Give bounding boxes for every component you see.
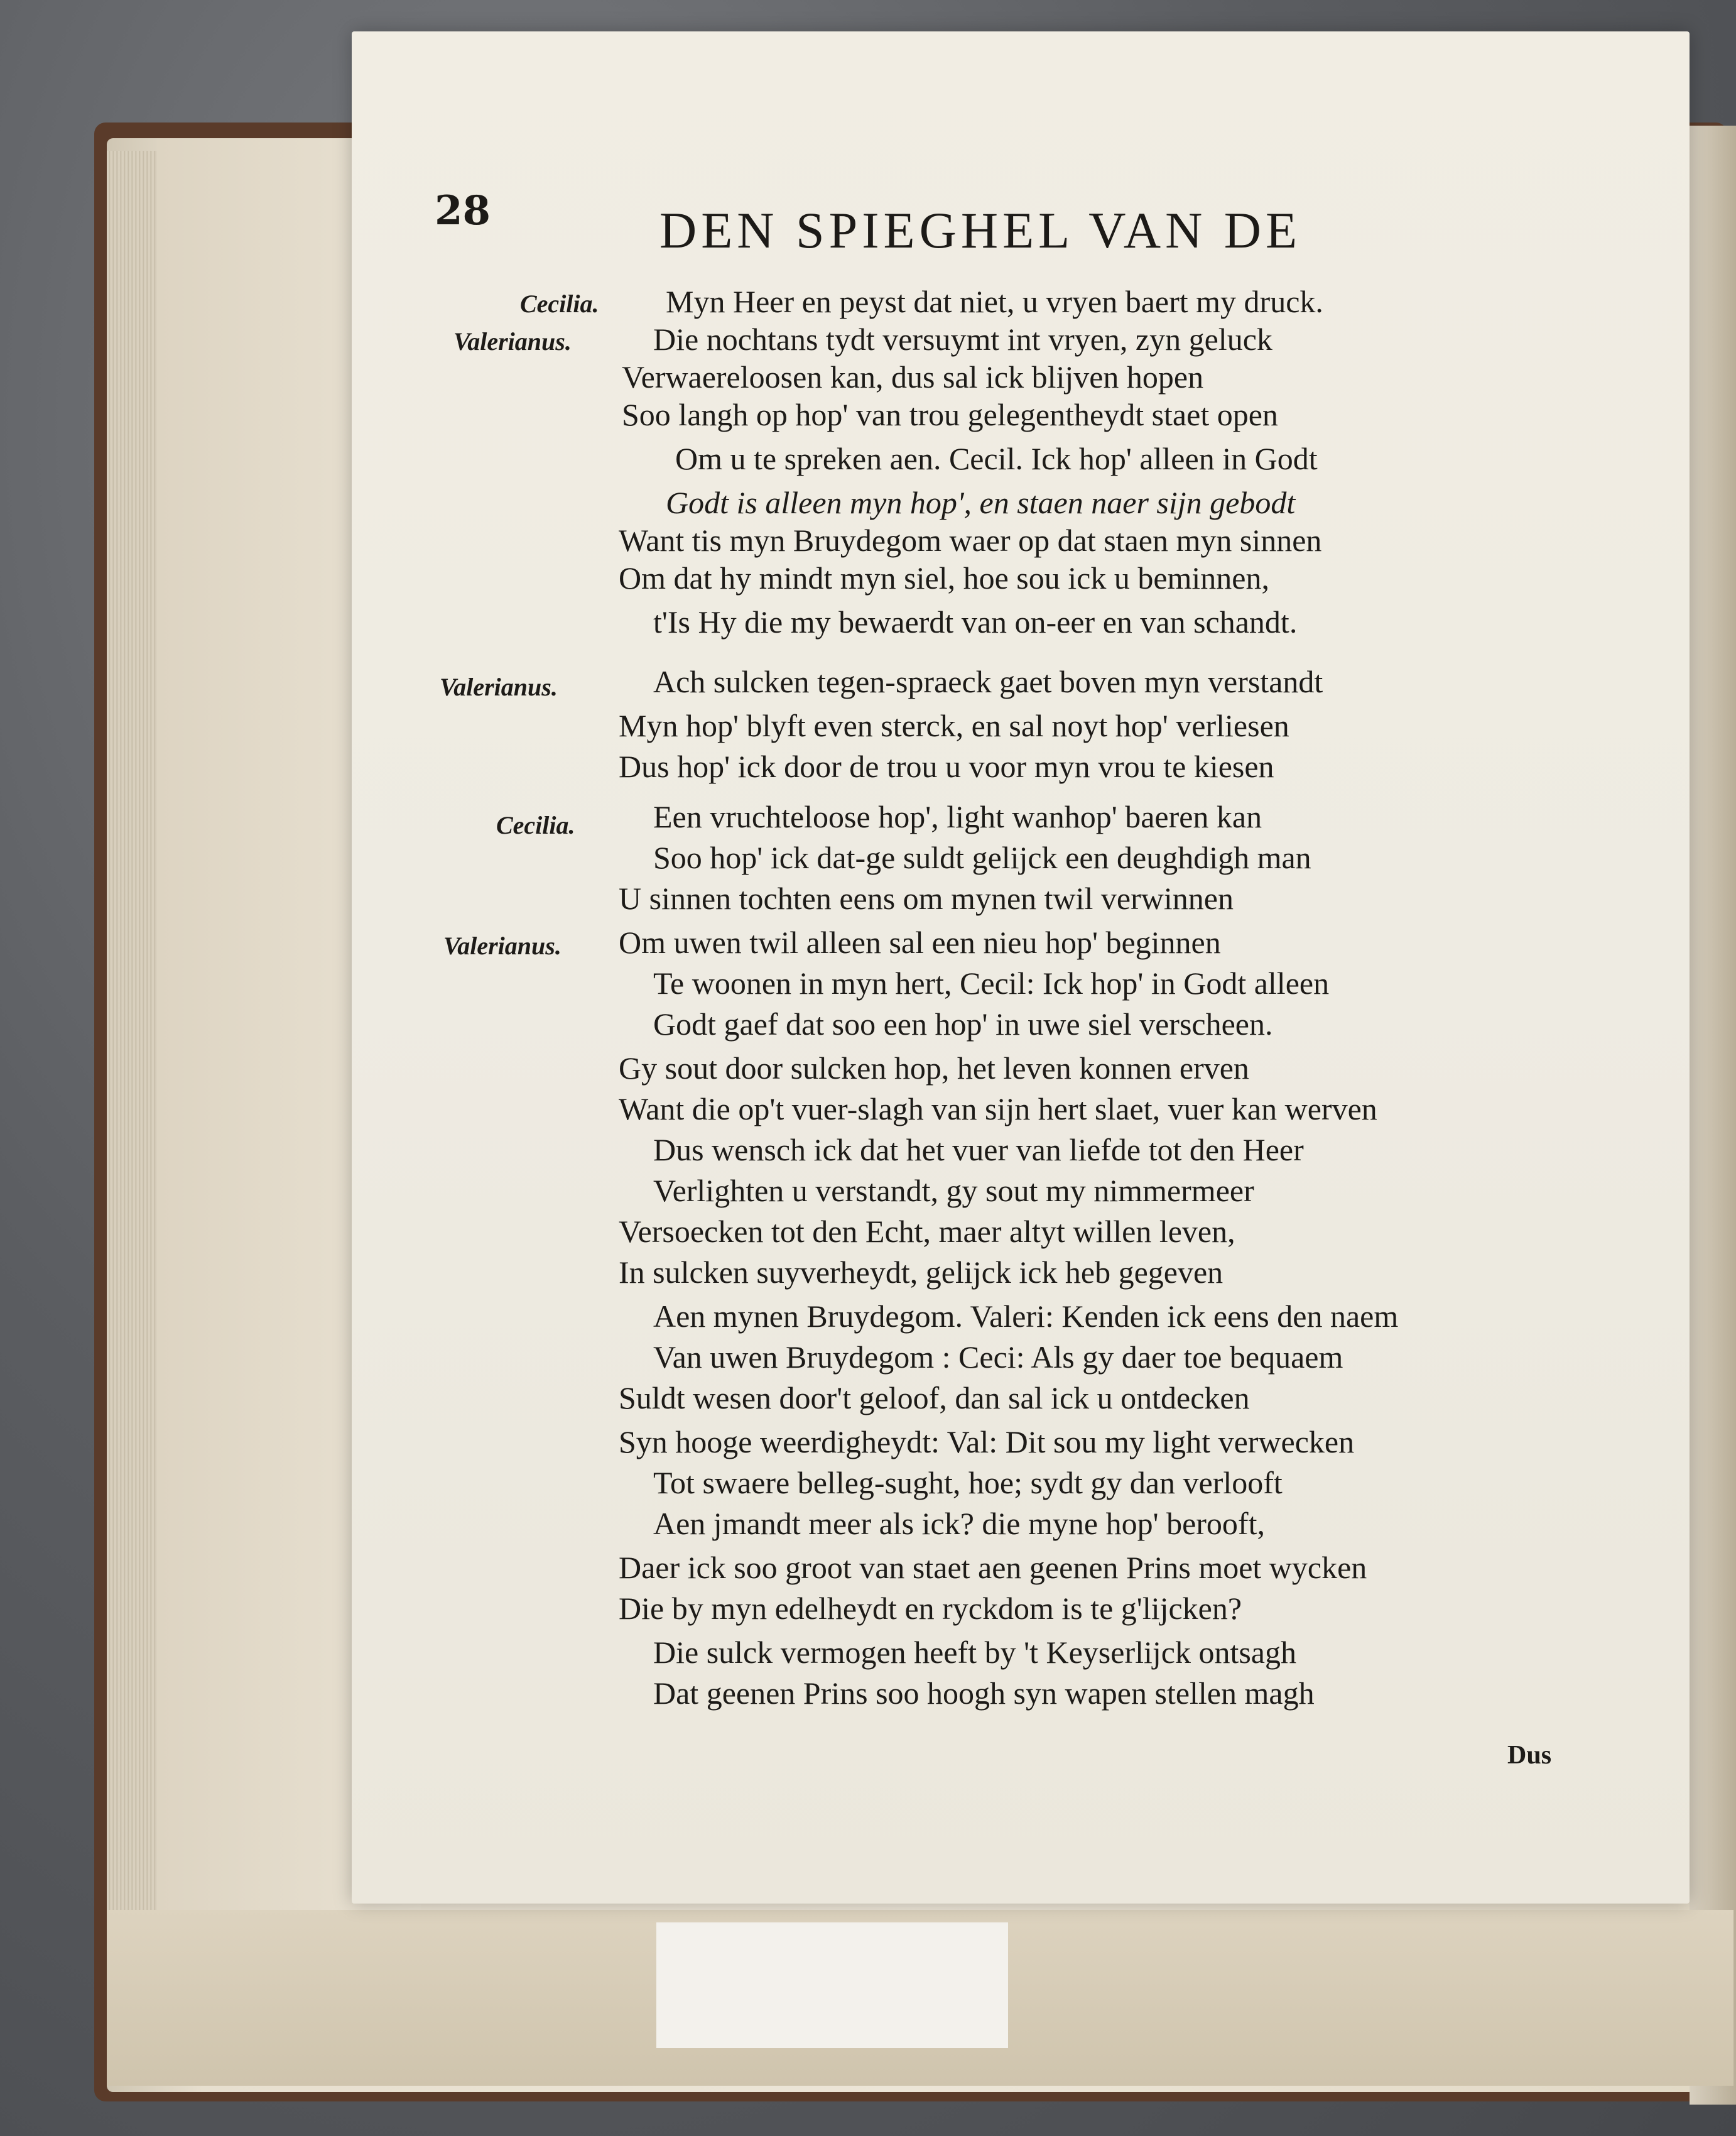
verse-line: Syn hooge weerdigheydt: Val: Dit sou my light verwecken [619,1424,1355,1459]
verse-line: Die by myn edelheydt en ryckdom is te g'lijcken? [619,1591,1242,1626]
verse-line: Verwaereloosen kan, dus sal ick blijven hopen [622,359,1204,395]
speaker-label: Valerianus. [440,673,558,701]
verse-line: t'Is Hy die my bewaerdt van on-eer en van schandt. [653,604,1298,640]
verse-line: Soo hop' ick dat-ge suldt gelijck een deughdigh man [653,840,1311,875]
verse-line: Die nochtans tydt versuymt int vryen, zyn geluck [653,322,1272,357]
page-edges [107,151,163,2067]
catchword: Dus [1507,1741,1552,1770]
verse-line: Suldt wesen door't geloof, dan sal ick u ontdecken [619,1380,1250,1415]
verse-line: Dus wensch ick dat het vuer van liefde tot den Heer [653,1132,1304,1167]
running-title: DEN SPIEGHEL VAN DE [659,202,1302,259]
speaker-label: Cecilia. [520,290,599,318]
speaker-label: Cecilia. [496,811,575,839]
speaker-label: Valerianus. [443,932,561,960]
verse-line: Godt gaef dat soo een hop' in uwe siel verscheen. [653,1006,1273,1042]
verse-line: Want tis myn Bruydegom waer op dat staen myn sinnen [619,523,1322,558]
verse-line: In sulcken suyverheydt, gelijck ick heb gegeven [619,1255,1223,1290]
verse-line: Myn Heer en peyst dat niet, u vryen baert my druck. [666,284,1323,319]
verse-line: Verlighten u verstandt, gy sout my nimmermeer [653,1173,1254,1208]
verse-line: Die sulck vermogen heeft by 't Keyserlijck ontsagh [653,1635,1296,1670]
verse-line: Aen jmandt meer als ick? die myne hop' berooft, [653,1506,1265,1541]
verse-line: Tot swaere belleg-sught, hoe; sydt gy dan verlooft [653,1465,1283,1500]
page-number: 28 [435,187,491,234]
verse-line: Te woonen in myn hert, Cecil: Ick hop' in Godt alleen [653,966,1330,1001]
verse-line: Daer ick soo groot van staet aen geenen Prins moet wycken [619,1550,1367,1585]
verse-line: Want die op't vuer-slagh van sijn hert slaet, vuer kan werven [619,1091,1377,1126]
next-page-edge [1690,126,1736,2105]
verse-line: Versoecken tot den Echt, maer altyt willen leven, [619,1214,1235,1249]
verse-line: Dus hop' ick door de trou u voor myn vrou te kiesen [619,749,1274,784]
paper-slip [656,1922,1008,2048]
verse-line: Van uwen Bruydegom : Ceci: Als gy daer toe bequaem [653,1339,1343,1375]
verse-line: Gy sout door sulcken hop, het leven konnen erven [619,1050,1249,1086]
verse-line: Ach sulcken tegen-spraeck gaet boven myn verstandt [653,664,1323,699]
speaker-label: Valerianus. [453,327,572,356]
verse-line: Aen mynen Bruydegom. Valeri: Kenden ick eens den naem [653,1299,1399,1334]
verse-line: Dat geenen Prins soo hoogh syn wapen stellen magh [653,1676,1315,1711]
verse-line: Myn hop' blyft even sterck, en sal noyt hop' verliesen [619,708,1289,743]
verse-line: Een vruchteloose hop', light wanhop' baeren kan [653,799,1262,834]
verse-line: Om dat hy mindt myn siel, hoe sou ick u beminnen, [619,560,1269,596]
verse-line: Om uwen twil alleen sal een nieu hop' beginnen [619,925,1221,960]
verse-line: Godt is alleen myn hop', en staen naer sijn gebodt [666,485,1296,520]
verse-line: Soo langh op hop' van trou gelegentheydt staet open [622,397,1278,432]
verse-line: U sinnen tochten eens om mynen twil verwinnen [619,881,1234,916]
verse-line: Om u te spreken aen. Cecil. Ick hop' alleen in Godt [675,441,1318,476]
